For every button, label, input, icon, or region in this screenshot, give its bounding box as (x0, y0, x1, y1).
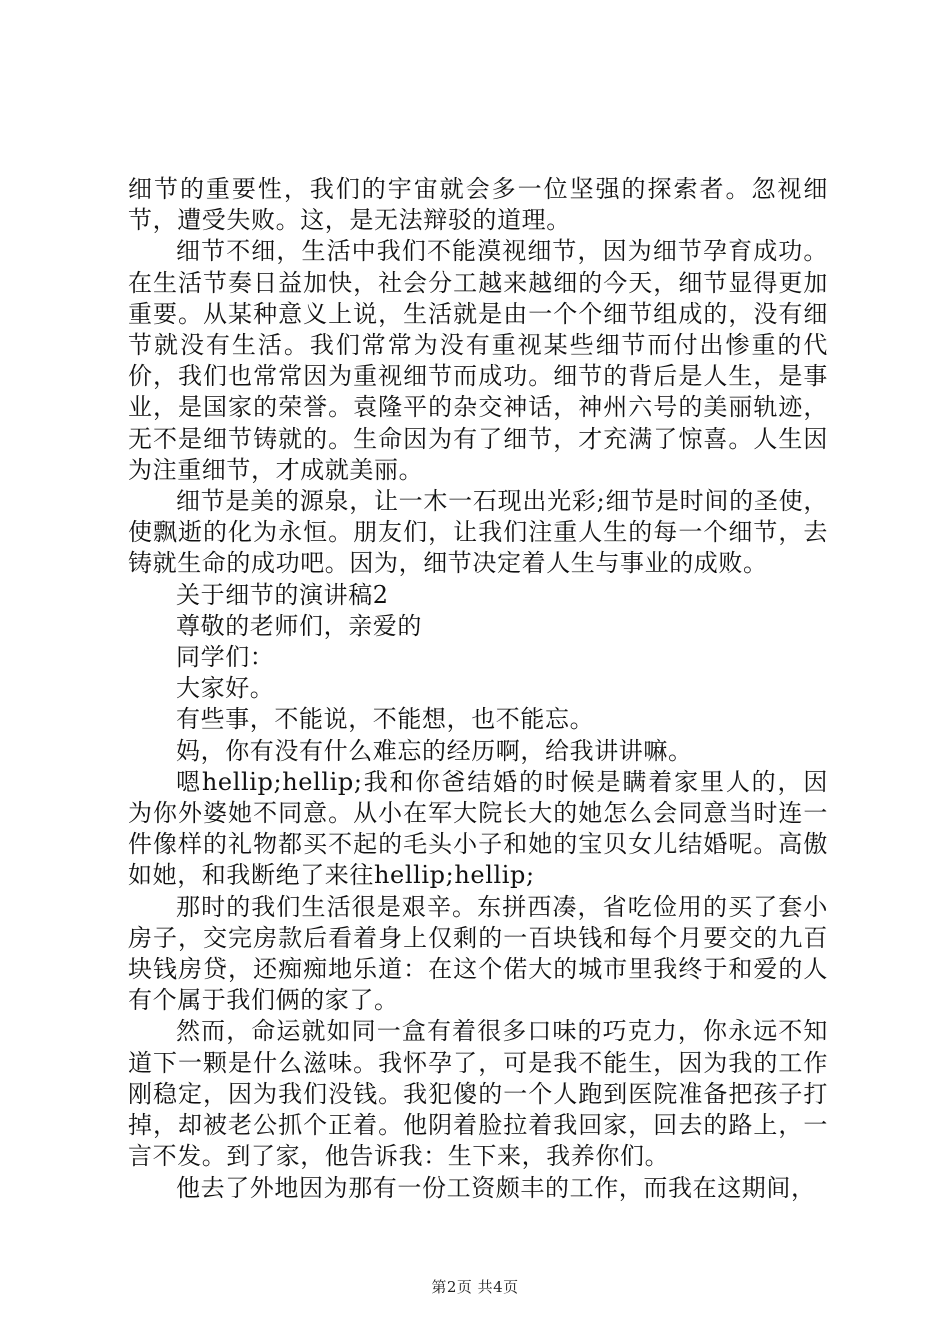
greeting: 大家好。 (176, 674, 275, 703)
paragraph: 然而，命运就如同一盒有着很多口味的巧克力，你永远不知道下一颗是什么滋味。我怀孕了，可是我不能生，因为我的工作刚稳定，因为我们没钱。我犯傻的一个人跑到医院准备把孩子打掉，却被老公抓个正着。他阴着脸拉着我回家，回去的路上，一言不发。到了家，他告诉我：生下来，我养你们。 (128, 1017, 828, 1171)
section-heading: 关于细节的演讲稿2 (176, 580, 389, 609)
paragraph: 有些事，不能说，不能想，也不能忘。 (176, 705, 595, 734)
paragraph: 细节的重要性，我们的宇宙就会多一位坚强的探索者。忽视细节，遭受失败。这，是无法辩驳的道理。 (128, 175, 828, 235)
paragraph: 那时的我们生活很是艰辛。东拼西凑，省吃俭用的买了套小房子，交完房款后看着身上仅剩的一百块钱和每个月要交的九百块钱房贷，还痴痴地乐道：在这个偌大的城市里我终于和爱的人有个属于我们俩的家了。 (128, 892, 828, 1015)
page-footer: 第2页 共4页 (431, 1278, 519, 1296)
paragraph: 他去了外地因为那有一份工资颇丰的工作，而我在这期间， (176, 1173, 816, 1202)
paragraph: 细节不细，生活中我们不能漠视细节，因为细节孕育成功。在生活节奏日益加快，社会分工越来越细的今天，细节显得更加重要。从某种意义上说，生活就是由一个个细节组成的，没有细节就没有生活。我们常常为没有重视某些细节而付出惨重的代价，我们也常常因为重视细节而成功。细节的背后是人生，是事业，是国家的荣誉。袁隆平的杂交神话，神州六号的美丽轨迹，无不是细节铸就的。生命因为有了细节，才充满了惊喜。人生因为注重细节，才成就美丽。 (128, 237, 828, 484)
document-body (128, 174, 828, 1204)
paragraph: 妈，你有没有什么难忘的经历啊，给我讲讲嘛。 (176, 736, 693, 765)
salutation: 同学们： (176, 643, 275, 672)
salutation: 尊敬的老师们，亲爱的 (176, 611, 422, 640)
paragraph: 细节是美的源泉，让一木一石现出光彩;细节是时间的圣使，使飘逝的化为永恒。朋友们，让我们注重人生的每一个细节，去铸就生命的成功吧。因为，细节决定着人生与事业的成败。 (128, 487, 828, 578)
paragraph: 嗯hellip;hellip;我和你爸结婚的时候是瞒着家里人的，因为你外婆她不同意。从小在军大院长大的她怎么会同意当时连一件像样的礼物都买不起的毛头小子和她的宝贝女儿结婚呢。高傲如她，和我断绝了来往hellip;hellip; (128, 767, 828, 890)
